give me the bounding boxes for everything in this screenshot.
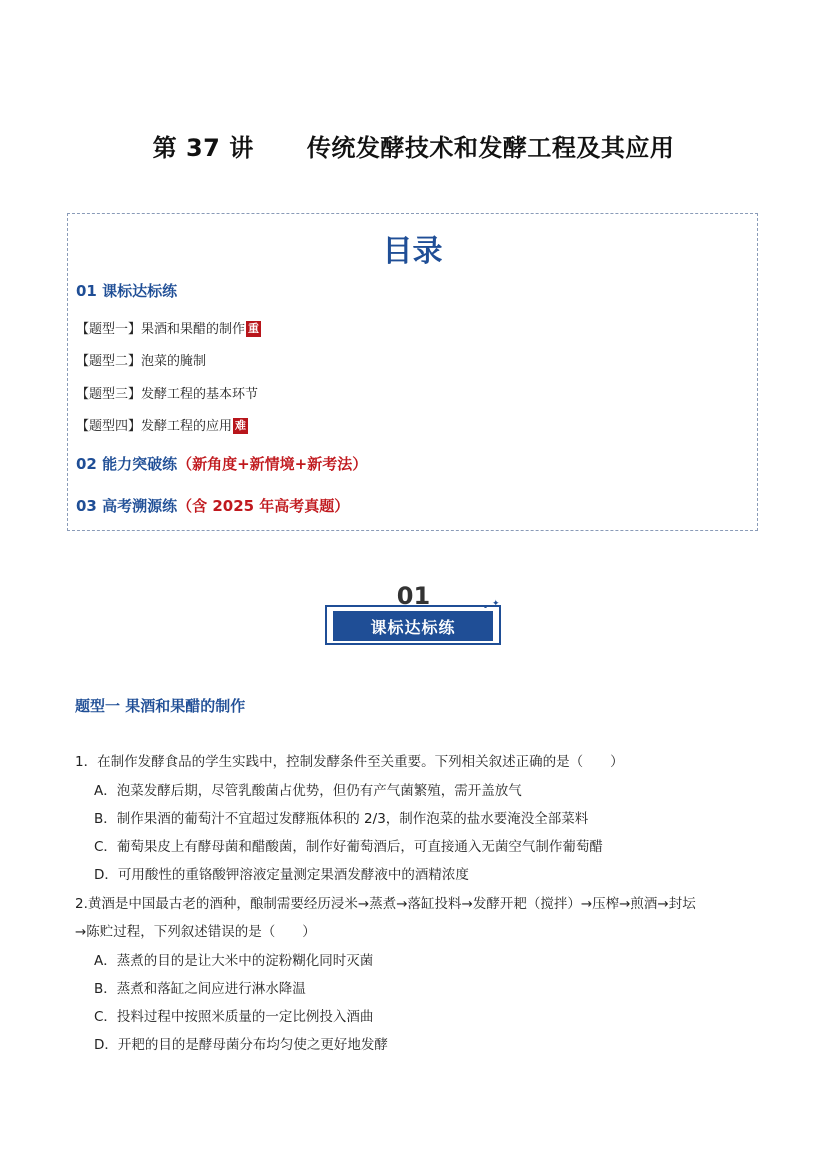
section-badge-number: 01 (396, 582, 431, 610)
sparkle-icon: ✦ (492, 599, 500, 609)
toc-section-note: （新角度+新情境+新考法） (177, 455, 368, 473)
toc-heading: 目录 (382, 234, 443, 269)
question-2-option-d: D．开耙的目的是酵母菌分布均匀使之更好地发酵 (94, 1037, 388, 1053)
question-1-option-c: C．葡萄果皮上有酵母菌和醋酸菌，制作好葡萄酒后，可直接通入无菌空气制作葡萄醋 (94, 839, 603, 855)
question-1-option-d: D．可用酸性的重铬酸钾溶液定量测定果酒发酵液中的酒精浓度 (94, 867, 469, 883)
section-title: 题型一 果酒和果醋的制作 (75, 697, 246, 715)
toc-item-1[interactable] (76, 318, 261, 337)
toc-item-label: 【题型三】发酵工程的基本环节 (76, 387, 259, 402)
toc-item-label: 【题型四】发酵工程的应用 (76, 419, 233, 434)
toc-section-label: 03 高考溯源练 (76, 497, 178, 515)
dot-icon (484, 605, 487, 608)
toc-item-2[interactable] (76, 350, 206, 369)
question-2-stem-line-1: 2.黄酒是中国最古老的酒种，酿制需要经历浸米→蒸煮→落缸投料→发酵开耙（搅拌）→压榨→煎酒→封坛 (75, 896, 696, 912)
section-badge-label: 课标达标练 (333, 611, 493, 641)
toc-section-2[interactable] (76, 453, 367, 474)
toc-item-3[interactable] (76, 383, 258, 402)
toc-item-label: 【题型一】果酒和果醋的制作 (76, 322, 246, 337)
question-1-option-b: B．制作果酒的葡萄汁不宜超过发酵瓶体积的 2/3，制作泡菜的盐水要淹没全部菜料 (94, 811, 589, 827)
important-tag: 重 (248, 322, 260, 335)
toc-item-label: 【题型二】泡菜的腌制 (76, 354, 207, 369)
toc-section-1[interactable] (76, 280, 177, 301)
table-of-contents (67, 213, 758, 531)
question-2-option-c: C．投料过程中按照米质量的一定比例投入酒曲 (94, 1009, 374, 1025)
question-2-option-a: A．蒸煮的目的是让大米中的淀粉糊化同时灭菌 (94, 953, 374, 969)
page-title: 第 37 讲 传统发酵技术和发酵工程及其应用 (152, 134, 675, 162)
toc-section-note: （含 2025 年高考真题） (177, 497, 350, 515)
question-2-stem-line-2: →陈贮过程，下列叙述错误的是（ ） (75, 924, 316, 940)
toc-section-label: 01 课标达标练 (76, 282, 178, 300)
question-1-option-a: A．泡菜发酵后期，尽管乳酸菌占优势，但仍有产气菌繁殖，需开盖放气 (94, 783, 522, 799)
toc-item-4[interactable] (76, 415, 248, 434)
question-1-stem: 1．在制作发酵食品的学生实践中，控制发酵条件至关重要。下列相关叙述正确的是（ ） (75, 754, 624, 770)
question-2-option-b: B．蒸煮和落缸之间应进行淋水降温 (94, 981, 306, 997)
toc-section-3[interactable] (76, 495, 349, 516)
toc-section-label: 02 能力突破练 (76, 455, 178, 473)
difficult-tag: 难 (235, 419, 247, 432)
